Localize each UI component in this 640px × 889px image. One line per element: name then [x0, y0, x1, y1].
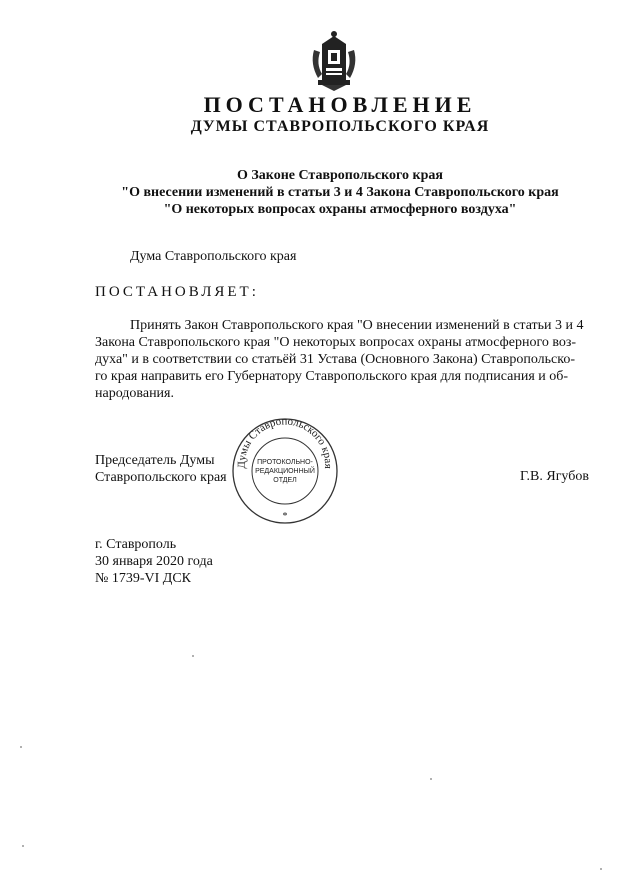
signer-position-line: Председатель Думы: [95, 453, 215, 468]
footer-date: 30 января 2020 года: [95, 554, 213, 569]
stamp-center-line: ПРОТОКОЛЬНО-: [257, 459, 313, 466]
body-line: народования.: [95, 386, 174, 401]
official-stamp: [225, 413, 345, 525]
resolves-heading: ПОСТАНОВЛЯЕТ:: [95, 284, 259, 300]
document-footer: [95, 536, 213, 587]
stamp-star: *: [282, 511, 288, 522]
scan-speck: [430, 778, 432, 780]
signer-position-line: Ставропольского края: [95, 470, 227, 485]
body-line: Принять Закон Ставропольского края "О внесении изменений в статьи 3 и 4: [130, 318, 584, 333]
coat-of-arms-icon: [308, 30, 360, 92]
stamp-ring-text: Думы Ставропольского края: [235, 415, 335, 470]
footer-number: № 1739-VI ДСК: [95, 571, 192, 586]
stamp-center-line: РЕДАКЦИОННЫЙ: [255, 468, 315, 475]
document-title: ПОСТАНОВЛЕНИЕ: [203, 92, 477, 117]
body-line: го края направить его Губернатору Ставропольского края для подписания и об-: [95, 369, 569, 384]
issuing-body: Дума Ставропольского края: [130, 249, 297, 264]
resolution-text: [95, 317, 605, 402]
scan-speck: [192, 655, 194, 657]
scan-speck: [20, 746, 22, 748]
document-subtitle: ДУМЫ СТАВРОПОЛЬСКОГО КРАЯ: [190, 118, 490, 135]
footer-city: г. Ставрополь: [95, 537, 177, 552]
body-line: Закона Ставропольского края "О некоторых вопросах охраны атмосферного воз-: [95, 335, 577, 350]
scan-speck: [22, 845, 24, 847]
scan-speck: [600, 868, 602, 870]
signer-position: [95, 452, 227, 486]
document-subject: [40, 167, 640, 218]
subject-line: "О внесении изменений в статьи 3 и 4 Закона Ставропольского края: [121, 185, 559, 200]
signer-name: Г.В. Ягубов: [520, 469, 589, 484]
body-line: духа" и в соответствии со статьёй 31 Устава (Основного Закона) Ставропольско-: [95, 352, 576, 367]
subject-line: О Законе Ставропольского края: [237, 168, 443, 183]
subject-line: "О некоторых вопросах охраны атмосферного воздуха": [163, 202, 517, 217]
stamp-center-line: ОТДЕЛ: [273, 477, 297, 484]
